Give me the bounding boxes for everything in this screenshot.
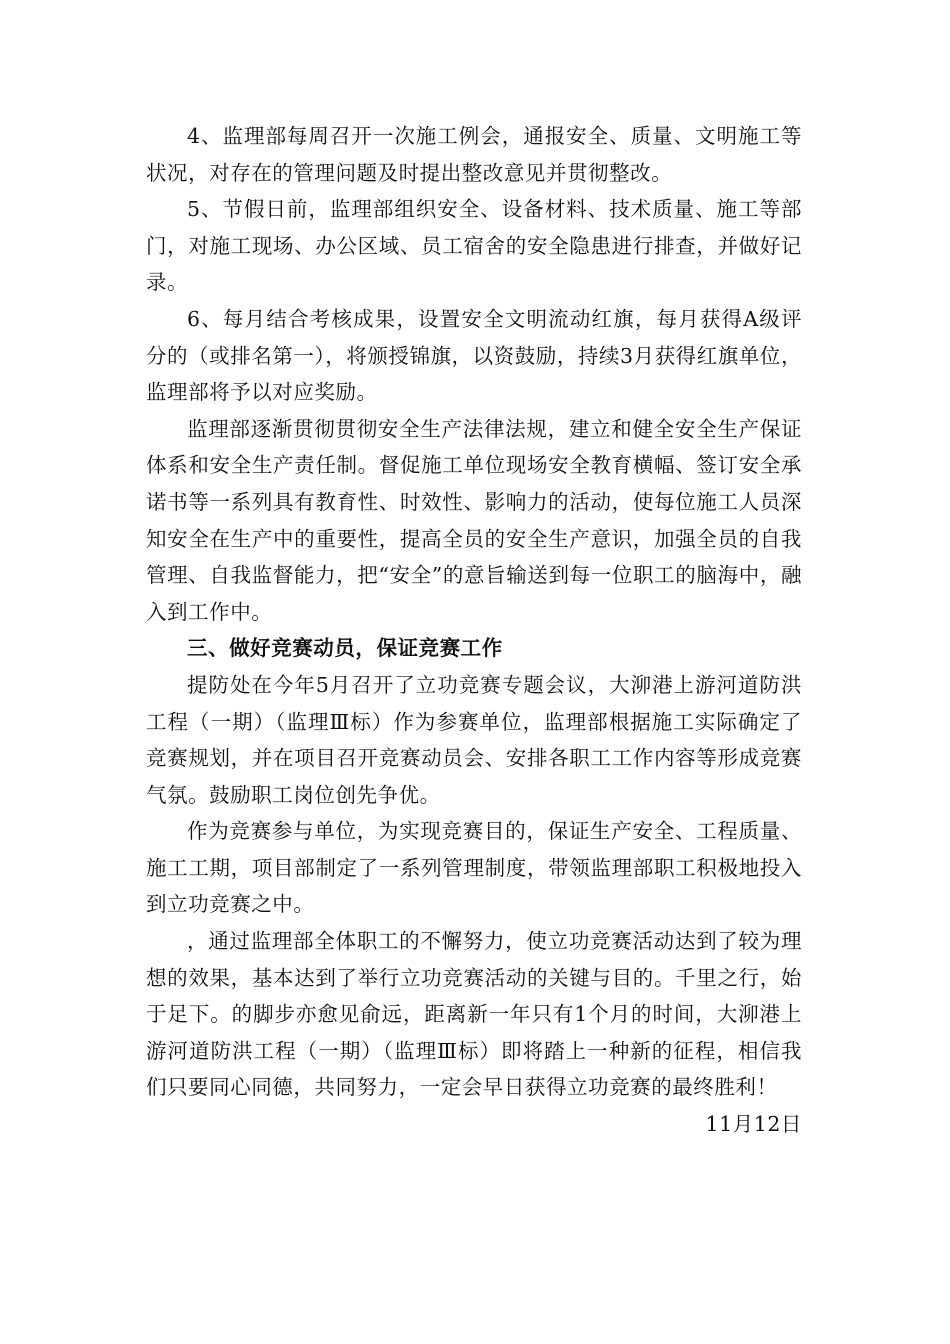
- document-body: [146, 118, 802, 1143]
- document-date: 11月12日: [705, 1112, 802, 1137]
- paragraph-item-6: 6、每月结合考核成果，设置安全文明流动红旗，每月获得A级评分的（或排名第一），将颁授锦旗，以资鼓励，持续3月获得红旗单位，监理部将予以对应奖励。: [146, 306, 802, 405]
- paragraph-item-4: 4、监理部每周召开一次施工例会，通报安全、质量、文明施工等状况，对存在的管理问题及时提出整改意见并贯彻整改。: [146, 124, 802, 185]
- paragraph-safety-system: 监理部逐渐贯彻贯彻安全生产法律法规，建立和健全安全生产保证体系和安全生产责任制。督促施工单位现场安全教育横幅、签订安全承诺书等一系列具有教育性、时效性、影响力的活动，使每位施工人员深知安全在生产中的重要性，提高全员的安全生产意识，加强全员的自我管理、自我监督能力，把“安全”的意旨输送到每一位职工的脑海中，融入到工作中。: [146, 416, 802, 624]
- paragraph-conclusion: ，通过监理部全体职工的不懈努力，使立功竞赛活动达到了较为理想的效果，基本达到了举行立功竞赛活动的关键与目的。千里之行，始于足下。的脚步亦愈见俞远，距离新一年只有1个月的时间，大泖港上游河道防洪工程（一期）（监理Ⅲ标）即将踏上一种新的征程，相信我们只要同心同德，共同努力，一定会早日获得立功竞赛的最终胜利！: [146, 929, 802, 1100]
- section-heading: 三、做好竞赛动员，保证竞赛工作: [187, 636, 503, 661]
- paragraph-participant: 作为竞赛参与单位，为实现竞赛目的，保证生产安全、工程质量、施工工期，项目部制定了一系列管理制度，带领监理部职工积极地投入到立功竞赛之中。: [146, 819, 802, 917]
- paragraph-competition-meeting: 提防处在今年5月召开了立功竞赛专题会议，大泖港上游河道防洪工程（一期）（监理Ⅲ标）作为参赛单位，监理部根据施工实际确定了竞赛规划，并在项目召开竞赛动员会、安排各职工工作内容等形成竞赛气氛。鼓励职工岗位创先争优。: [146, 672, 802, 807]
- paragraph-item-5: 5、节假日前，监理部组织安全、设备材料、技术质量、施工等部门，对施工现场、办公区域、员工宿舍的安全隐患进行排查，并做好记录。: [146, 197, 802, 295]
